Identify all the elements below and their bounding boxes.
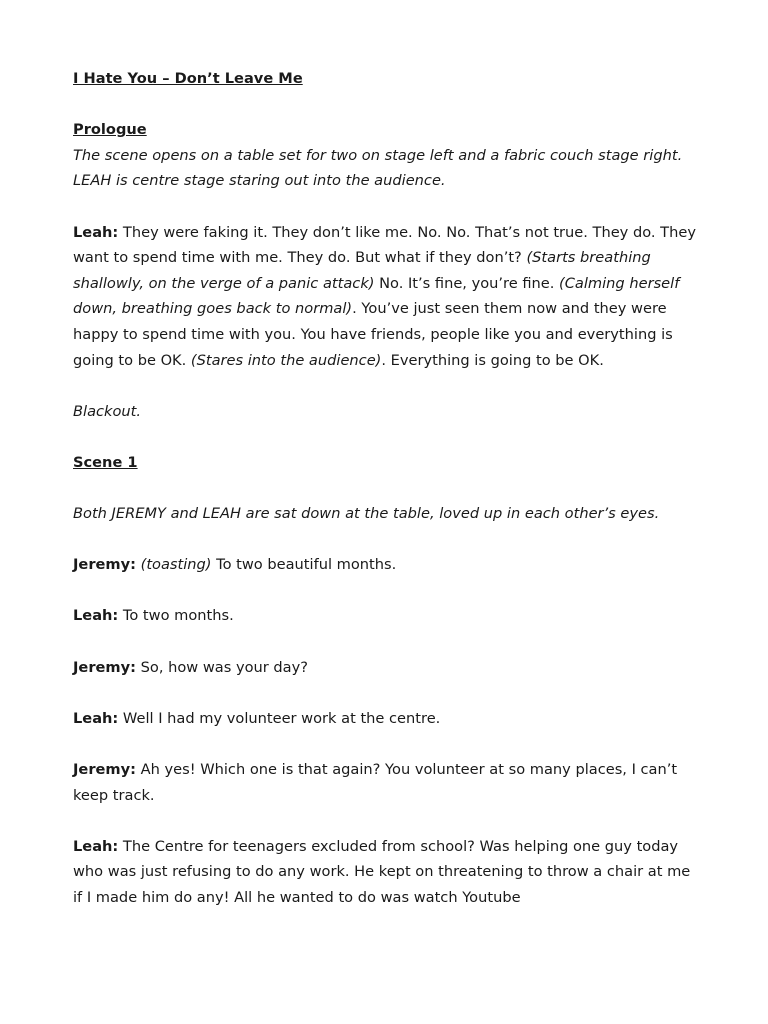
spacer — [73, 578, 703, 604]
dialogue-text: To two beautiful months. — [211, 556, 397, 574]
spacer — [73, 424, 703, 450]
spacer — [73, 731, 703, 757]
spacer — [73, 373, 703, 399]
spacer — [73, 808, 703, 834]
scene1-dialogue — [73, 527, 703, 911]
dialogue-text: The Centre for teenagers excluded from school? Was helping one guy today who was just refusing to do any work. He kept on threatening to throw a chair at me if I made him do any! All he wanted to do was watch Youtube — [73, 837, 691, 906]
prologue-leah-speech — [73, 220, 703, 374]
spacer — [73, 194, 703, 220]
dialogue-line — [73, 552, 703, 578]
prologue-blackout: Blackout. — [73, 402, 142, 420]
stage-direction: (Stares into the audience) — [190, 351, 382, 369]
spacer — [73, 629, 703, 655]
dialogue-text: To two months. — [118, 607, 234, 625]
scene1-heading: Scene 1 — [73, 453, 138, 471]
stage-direction: (toasting) — [140, 556, 212, 574]
spacer — [73, 92, 703, 118]
spacer — [73, 680, 703, 706]
script-page — [73, 66, 703, 911]
play-title: I Hate You – Don’t Leave Me — [73, 70, 303, 87]
speaker-name: Jeremy: — [73, 556, 136, 574]
spacer — [73, 476, 703, 502]
scene1-stage-direction: Both JEREMY and LEAH are sat down at the table, loved up in each other’s eyes. — [73, 505, 660, 523]
speaker-name: Leah: — [73, 223, 119, 241]
dialogue-text: Well I had my volunteer work at the centre. — [118, 709, 441, 727]
speaker-name: Jeremy: — [73, 761, 136, 779]
prologue-heading: Prologue — [73, 121, 147, 139]
dialogue-line — [73, 603, 703, 629]
dialogue-line — [73, 706, 703, 732]
dialogue-text: No. It’s fine, you’re fine. — [374, 274, 560, 292]
dialogue-line — [73, 834, 703, 911]
dialogue-line — [73, 655, 703, 681]
dialogue-text: . You’ve just seen them now and they were happy to spend time with you. You have friends, people like you and everything is going to be OK. — [73, 300, 673, 369]
spacer — [73, 527, 703, 553]
prologue-stage-direction: The scene opens on a table set for two on stage left and a fabric couch stage right. LEAH is centre stage staring out into the audience. — [73, 146, 683, 190]
stage-direction: (Calming herself down, breathing goes back to normal) — [73, 274, 680, 318]
stage-direction: (Starts breathing shallowly, on the verge of a panic attack) — [73, 249, 651, 292]
dialogue-line — [73, 757, 703, 808]
dialogue-text: They were faking it. They don’t like me. No. No. That’s not true. They do. They want to spend time with me. They do. But what if they don’t? — [73, 223, 696, 267]
dialogue-text: So, how was your day? — [135, 658, 309, 676]
speaker-name: Leah: — [73, 607, 119, 625]
speaker-name: Jeremy: — [73, 658, 136, 676]
dialogue-text: . Everything is going to be OK. — [381, 351, 604, 369]
dialogue-text: Ah yes! Which one is that again? You volunteer at so many places, I can’t keep track. — [73, 761, 678, 804]
speaker-name: Leah: — [73, 837, 119, 855]
speaker-name: Leah: — [73, 709, 119, 727]
